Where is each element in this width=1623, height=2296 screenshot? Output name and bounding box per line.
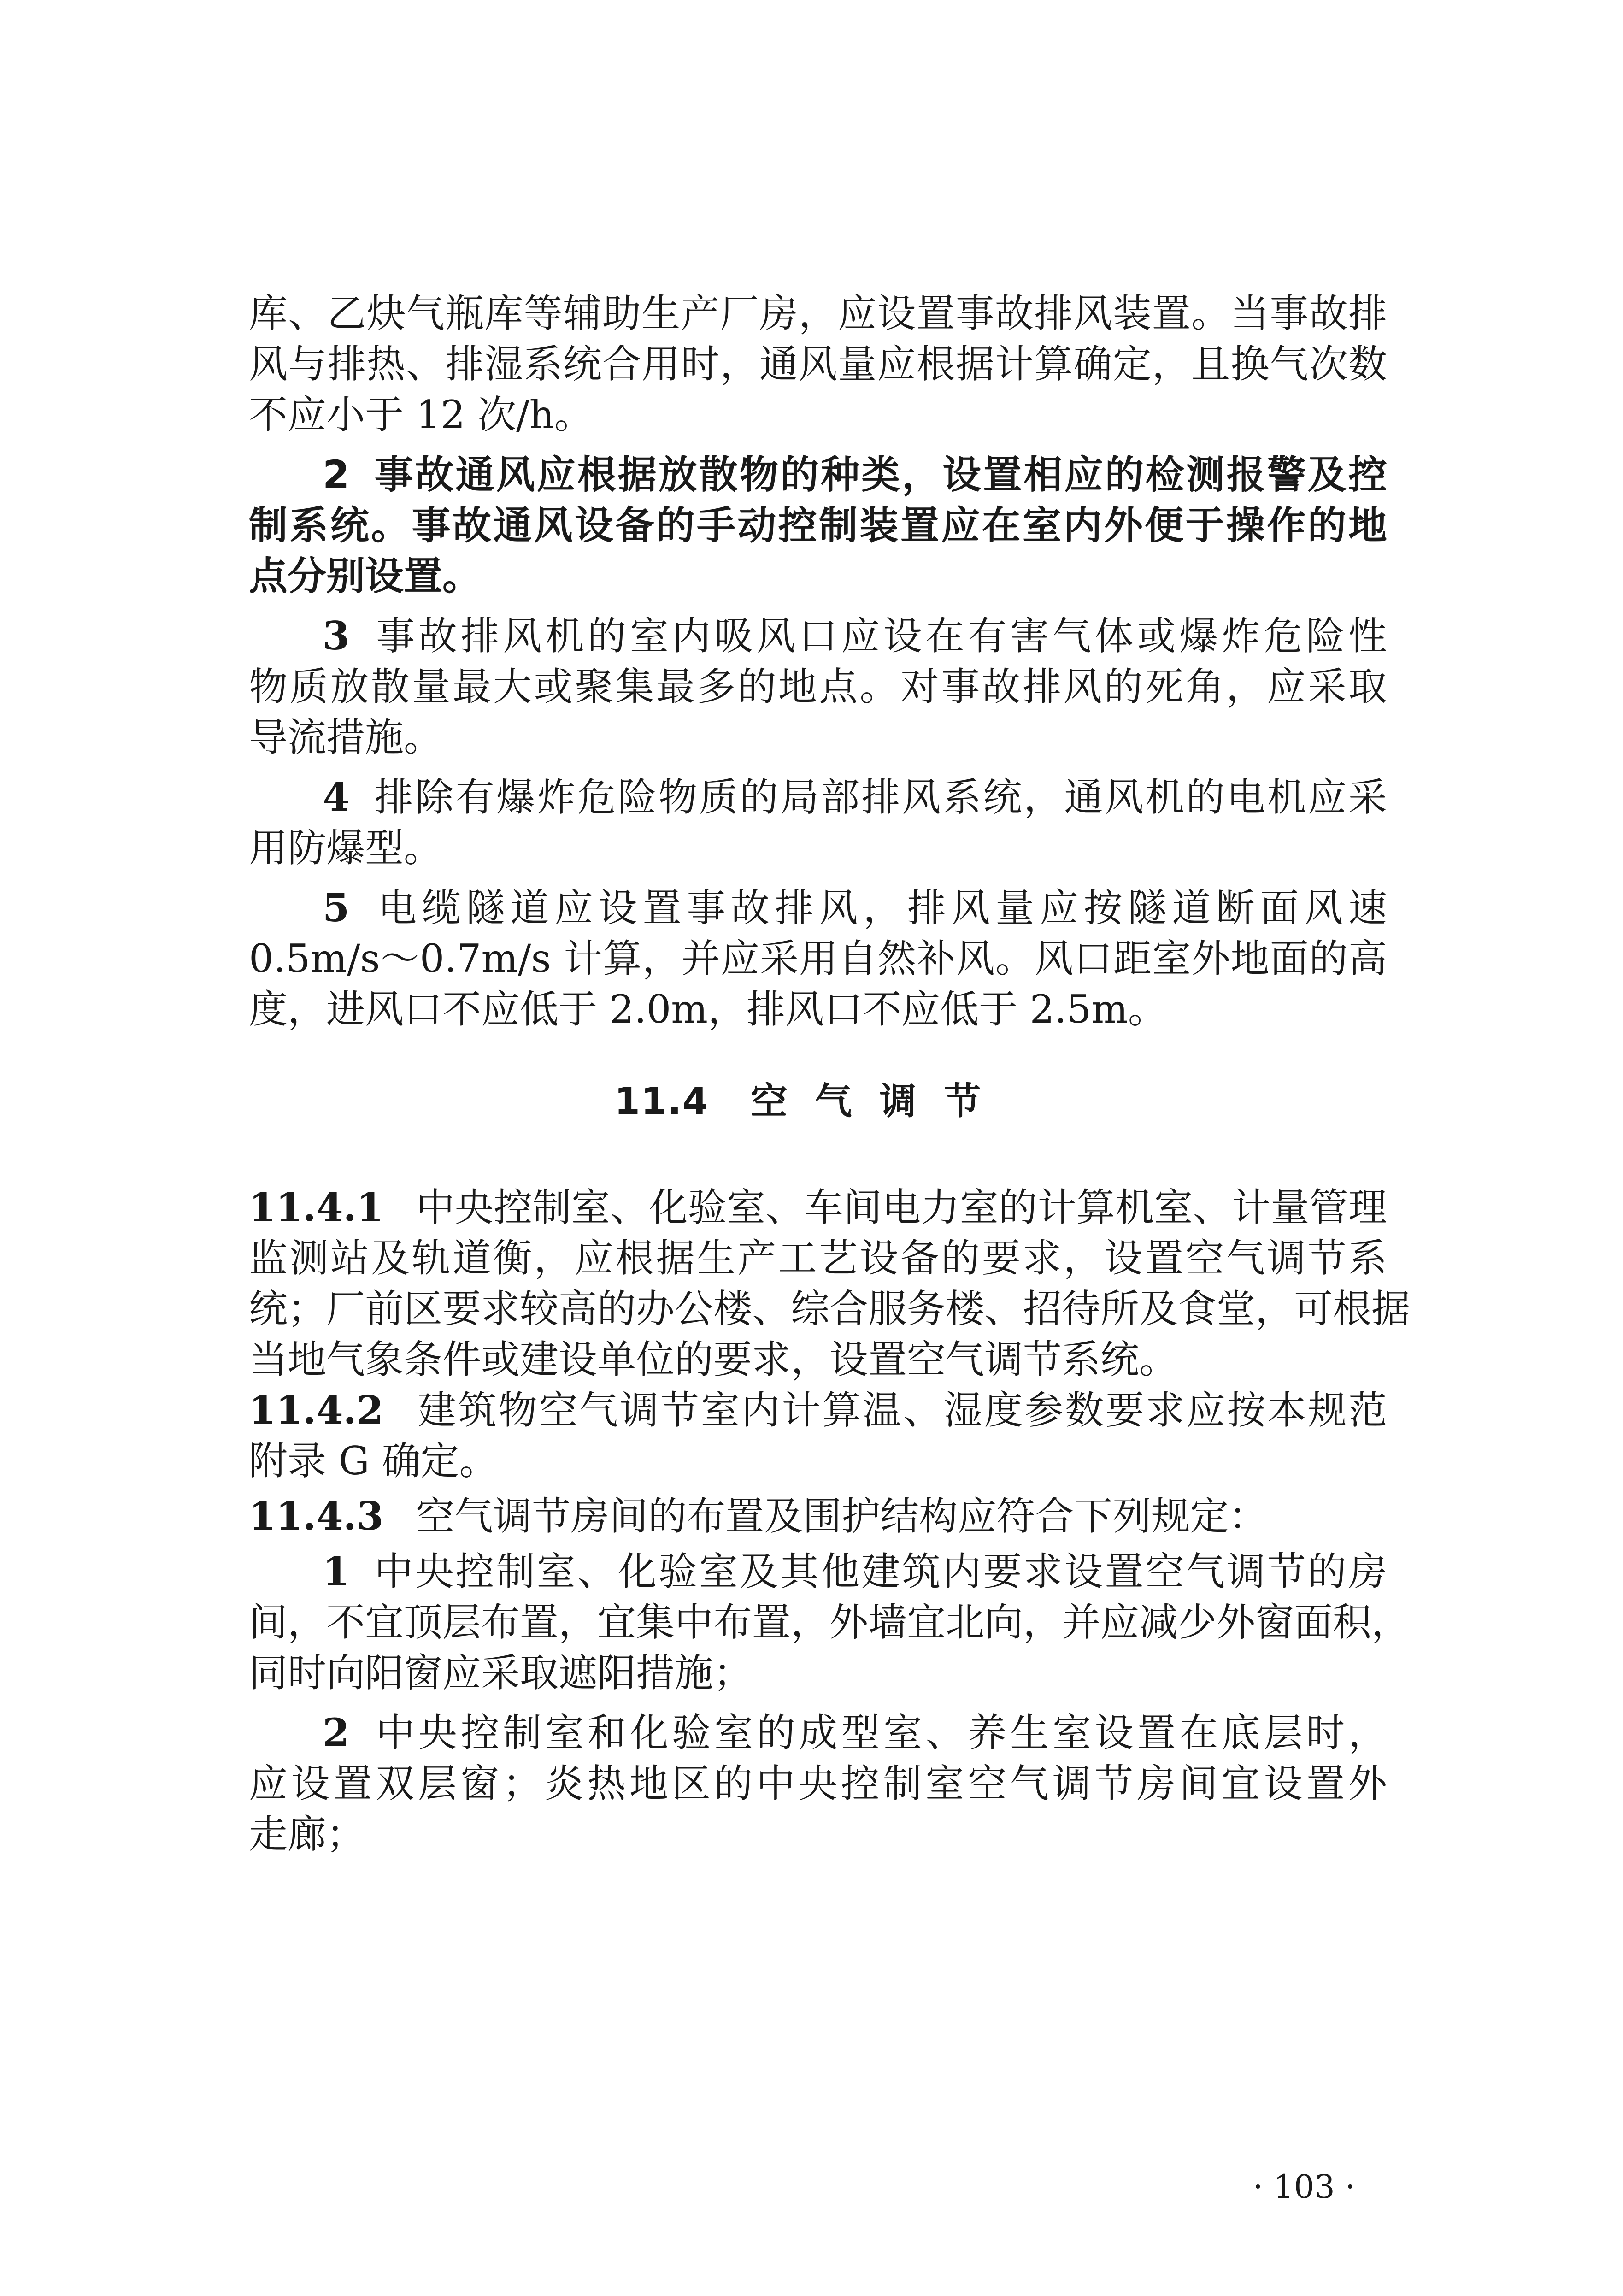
page-number: · 103 · bbox=[1253, 2168, 1356, 2206]
clause-text: 空气调节房间的布置及围护结构应符合下列规定： bbox=[416, 1494, 1268, 1539]
item-text: 事故通风应根据放散物的种类，设置相应的检测报警及控 bbox=[372, 452, 1387, 497]
paragraph-line: 风与排热、排湿系统合用时，通风量应根据计算确定，且换气次数 bbox=[249, 341, 1387, 387]
paragraph-line: 不应小于 12 次/h。 bbox=[249, 392, 593, 437]
paragraph-line: 物质放散量最大或聚集最多的地点。对事故排风的死角，应采取 bbox=[249, 664, 1387, 709]
paragraph-line: 点分别设置。 bbox=[249, 553, 482, 599]
paragraph-line: 附录 G 确定。 bbox=[249, 1438, 498, 1484]
list-item-first-line bbox=[323, 613, 1387, 659]
section-number: 11.4 bbox=[614, 1080, 709, 1123]
clause-first-line bbox=[249, 1184, 1387, 1230]
clause-text: 中央控制室、化验室、车间电力室的计算机室、计量管理 bbox=[416, 1185, 1387, 1230]
item-number: 5 bbox=[323, 885, 350, 930]
item-text: 中央控制室和化验室的成型室、养生室设置在底层时， bbox=[372, 1710, 1387, 1755]
clause-first-line bbox=[249, 1387, 1387, 1433]
item-number: 4 bbox=[323, 774, 350, 820]
paragraph-line: 间，不宜顶层布置，宜集中布置，外墙宜北向，并应减少外窗面积， bbox=[249, 1600, 1411, 1645]
clause-number: 11.4.1 bbox=[249, 1184, 384, 1230]
paragraph-line: 用防爆型。 bbox=[249, 825, 443, 871]
item-number: 3 bbox=[323, 613, 350, 659]
clause-text: 建筑物空气调节室内计算温、湿度参数要求应按本规范 bbox=[416, 1388, 1387, 1433]
paragraph-line: 监测站及轨道衡，应根据生产工艺设备的要求，设置空气调节系 bbox=[249, 1236, 1387, 1281]
clause-first-line bbox=[249, 1493, 1387, 1539]
paragraph-line: 当地气象条件或建设单位的要求，设置空气调节系统。 bbox=[249, 1337, 1178, 1382]
paragraph-line: 同时向阳窗应采取遮阳措施； bbox=[249, 1650, 753, 1696]
item-text: 事故排风机的室内吸风口应设在有害气体或爆炸危险性 bbox=[372, 613, 1387, 659]
item-number: 1 bbox=[323, 1548, 350, 1594]
clause-number: 11.4.2 bbox=[249, 1387, 384, 1433]
clause-number: 11.4.3 bbox=[249, 1493, 384, 1539]
item-text: 中央控制室、化验室及其他建筑内要求设置空气调节的房 bbox=[372, 1549, 1387, 1594]
item-text: 排除有爆炸危险物质的局部排风系统，通风机的电机应采 bbox=[372, 775, 1387, 820]
paragraph-line: 0.5m/s～0.7m/s 计算，并应采用自然补风。风口距室外地面的高 bbox=[249, 936, 1387, 981]
item-number: 2 bbox=[323, 452, 350, 497]
list-item-first-line bbox=[323, 1710, 1387, 1756]
list-item-first-line bbox=[323, 1548, 1387, 1595]
paragraph-line: 制系统。事故通风设备的手动控制装置应在室内外便于操作的地 bbox=[249, 503, 1387, 548]
item-number: 2 bbox=[323, 1710, 350, 1755]
list-item-first-line bbox=[323, 885, 1387, 931]
paragraph-line: 应设置双层窗；炎热地区的中央控制室空气调节房间宜设置外 bbox=[249, 1761, 1387, 1806]
section-title: 空气调节 bbox=[750, 1080, 1009, 1123]
paragraph-line: 库、乙炔气瓶库等辅助生产厂房，应设置事故排风装置。当事故排 bbox=[249, 291, 1387, 336]
paragraph-line: 统；厂前区要求较高的办公楼、综合服务楼、招待所及食堂，可根据 bbox=[249, 1286, 1411, 1331]
list-item-first-line bbox=[323, 452, 1387, 498]
list-item-first-line bbox=[323, 774, 1387, 820]
section-heading bbox=[0, 1078, 1623, 1124]
paragraph-line: 度，进风口不应低于 2.0m，排风口不应低于 2.5m。 bbox=[249, 987, 1167, 1032]
paragraph-line: 走廊； bbox=[249, 1812, 365, 1857]
item-text: 电缆隧道应设置事故排风，排风量应按隧道断面风速 bbox=[372, 885, 1387, 930]
paragraph-line: 导流措施。 bbox=[249, 715, 443, 760]
